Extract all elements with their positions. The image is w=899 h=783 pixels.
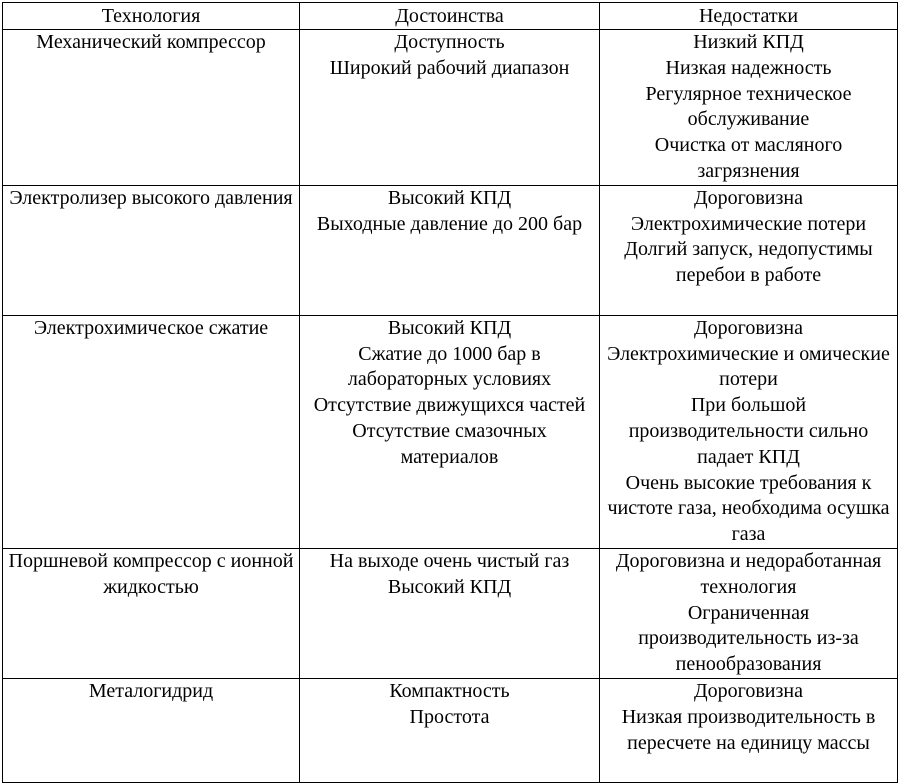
header-disadvantages: Недостатки bbox=[600, 3, 898, 30]
disadvantages-cell bbox=[600, 678, 898, 782]
advantage-item: Отсутствие смазочных материалов bbox=[352, 419, 547, 468]
table-row bbox=[3, 185, 898, 315]
advantage-item: На выходе очень чистый газ bbox=[329, 549, 570, 572]
header-row bbox=[3, 3, 898, 30]
disadvantage-item: Низкий КПД bbox=[693, 31, 804, 53]
advantages-cell bbox=[300, 678, 600, 782]
disadvantage-item: Низкая надежность bbox=[665, 56, 832, 79]
disadvantage-item: Электрохимические потери bbox=[630, 212, 867, 235]
advantages-cell bbox=[300, 30, 600, 186]
disadvantage-item: Дороговизна bbox=[694, 316, 803, 339]
technology-name: Поршневой компрессор с ионной жидкостью bbox=[8, 549, 294, 598]
table-row bbox=[3, 30, 898, 186]
advantage-item: Компактность bbox=[389, 679, 510, 702]
advantage-item: Широкий рабочий диапазон bbox=[329, 56, 570, 79]
disadvantage-item: Дороговизна и недоработанная технология bbox=[615, 549, 882, 598]
advantage-item: Высокий КПД bbox=[387, 186, 512, 209]
disadvantage-item: Очень высокие требования к чистоте газа, необходима осушка газа bbox=[607, 471, 890, 546]
disadvantage-item: Регулярное техническое обслуживание bbox=[645, 82, 852, 131]
header-technology: Технология bbox=[3, 3, 300, 30]
advantages-cell bbox=[300, 315, 600, 548]
advantage-item: Высокий КПД bbox=[387, 316, 512, 339]
technology-cell bbox=[3, 548, 300, 678]
table-row bbox=[3, 678, 898, 782]
advantage-item: Высокий КПД bbox=[387, 575, 512, 598]
disadvantages-cell bbox=[600, 315, 898, 548]
advantages-cell bbox=[300, 548, 600, 678]
technology-name: Электролизер высокого давления bbox=[9, 186, 293, 209]
table-row bbox=[3, 548, 898, 678]
disadvantage-item: Долгий запуск, недопустимы перебои в работе bbox=[624, 238, 873, 287]
technology-cell bbox=[3, 315, 300, 548]
technology-name: Электрохимическое сжатие bbox=[33, 316, 269, 339]
technology-cell bbox=[3, 678, 300, 782]
disadvantage-item: При большой производительности сильно падает КПД bbox=[628, 394, 869, 468]
disadvantages-cell bbox=[600, 548, 898, 678]
advantage-item: Выходные давление до 200 бар bbox=[316, 212, 583, 235]
technology-cell bbox=[3, 185, 300, 315]
header-advantages: Достоинства bbox=[300, 3, 600, 30]
technology-cell bbox=[3, 30, 300, 186]
disadvantage-item: Очистка от масляного загрязнения bbox=[654, 134, 843, 182]
disadvantage-item: Низкая производительность в пересчете на единицу массы bbox=[621, 705, 876, 754]
disadvantages-cell bbox=[600, 185, 898, 315]
disadvantage-item: Дороговизна bbox=[694, 186, 803, 209]
advantage-item: Отсутствие движущихся частей bbox=[313, 394, 586, 417]
disadvantage-item: Дороговизна bbox=[694, 679, 803, 702]
advantages-cell bbox=[300, 185, 600, 315]
technology-name: Металогидрид bbox=[88, 679, 214, 702]
advantage-item: Доступность bbox=[394, 31, 505, 53]
disadvantage-item: Электрохимические и омические потери bbox=[607, 342, 890, 391]
disadvantage-item: Ограниченная производительность из-за пенообразования bbox=[638, 601, 859, 676]
advantage-item: Простота bbox=[409, 705, 490, 728]
table-row bbox=[3, 315, 898, 548]
comparison-table bbox=[2, 2, 898, 783]
advantage-item: Сжатие до 1000 бар в лабораторных условиях bbox=[347, 342, 552, 391]
disadvantages-cell bbox=[600, 30, 898, 186]
technology-name: Механический компрессор bbox=[36, 31, 266, 53]
